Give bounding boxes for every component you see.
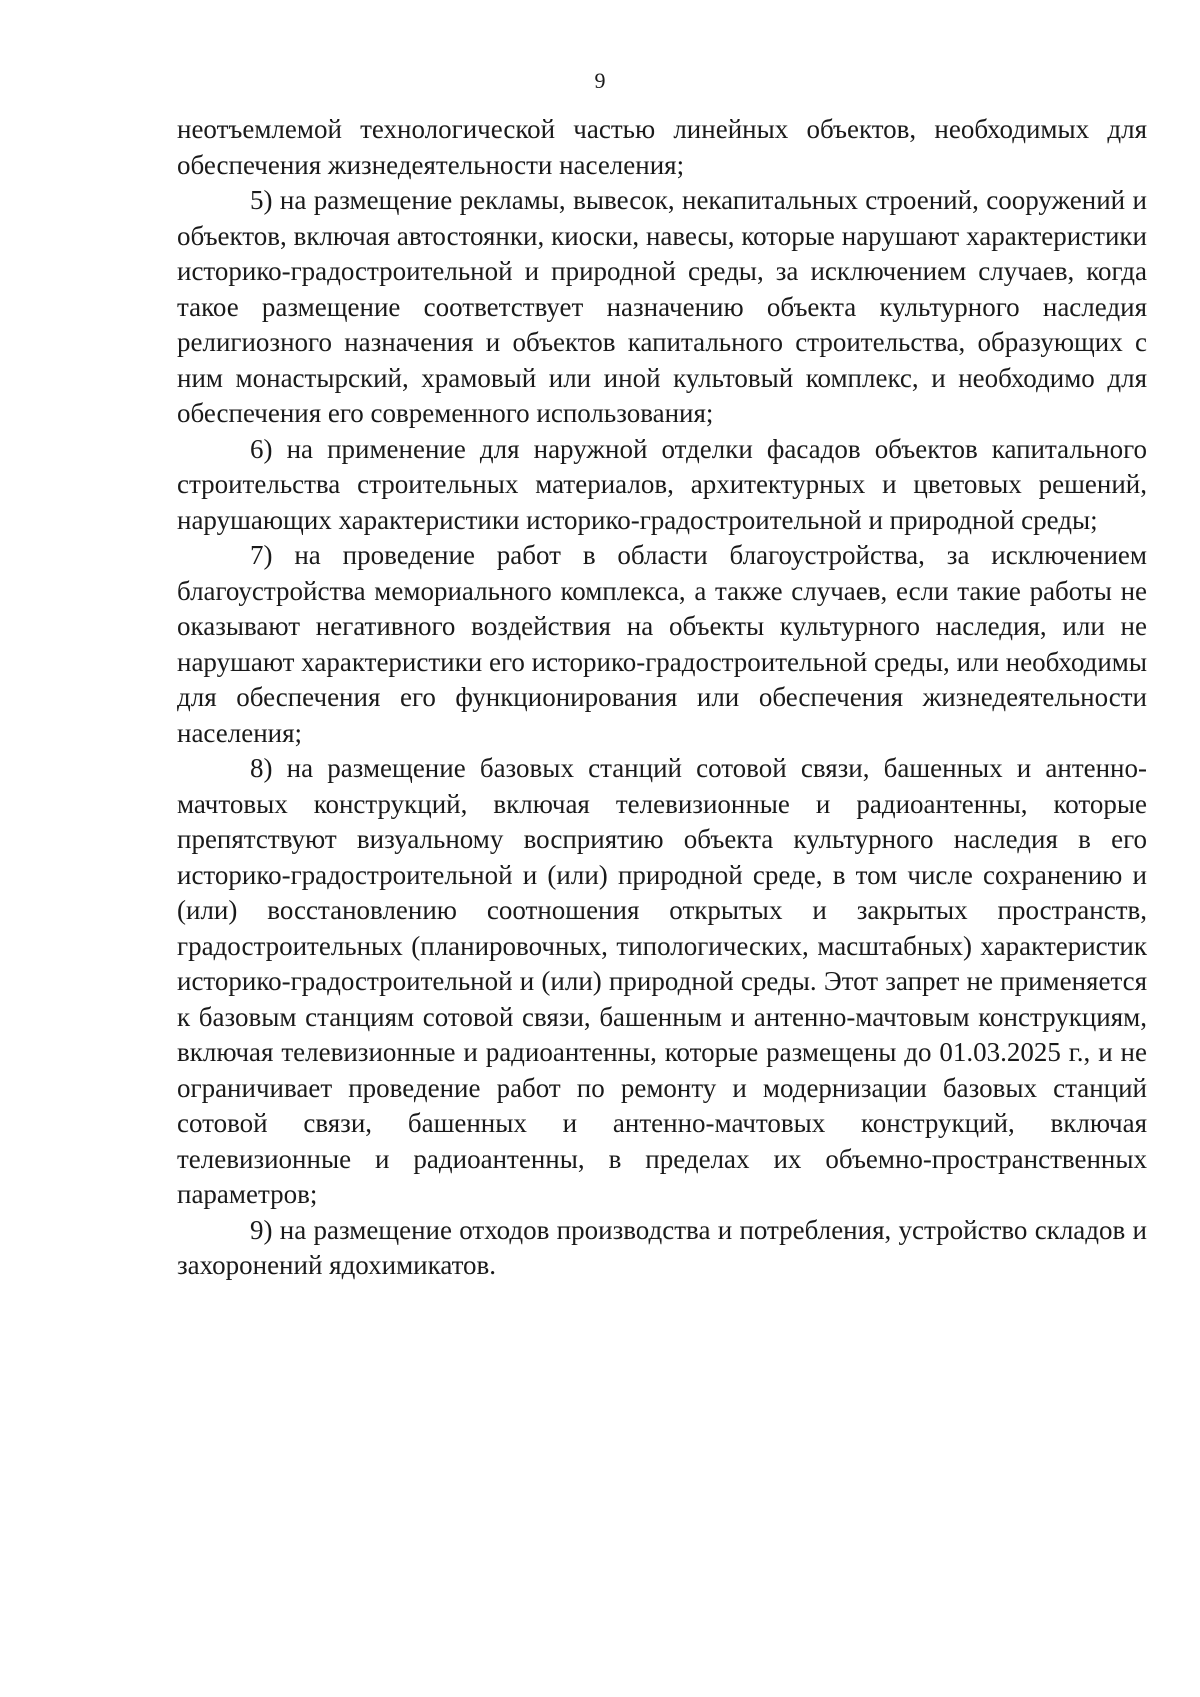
paragraph-item-7: 7) на проведение работ в области благоустройства, за исключением благоустройства мемориального комплекса, а также случаев, если такие работы не оказывают негативного воздействия на объекты культурного наследия, или не нарушают характеристики его историко-градостроительной среды, или необходимы для обеспечения его функционирования или обеспечения жизнедеятельности населения; xyxy=(177,540,1147,748)
paragraph-item-8: 8) на размещение базовых станций сотовой связи, башенных и антенно-мачтовых конструкций, включая телевизионные и радиоантенны, которые препятствуют визуальному восприятию объекта культурного наследия в его историко-градостроительной и (или) природной среде, в том числе сохранению и (или) восстановлению соотношения открытых и закрытых пространств, градостроительных (планировочных, типологических, масштабных) характеристик историко-градостроительной и (или) природной среды. Этот запрет не применяется к базовым станциям сотовой связи, башенным и антенно-мачтовым конструкциям, включая телевизионные и радиоантенны, которые размещены до 01.03.2025 г., и не ограничивает проведение работ по ремонту и модернизации базовых станций сотовой связи, башенных и антенно-мачтовых конструкций, включая телевизионные и радиоантенны, в пределах их объемно-пространственных параметров; xyxy=(177,753,1147,1209)
document-body xyxy=(177,112,1147,1284)
paragraph-item-5: 5) на размещение рекламы, вывесок, некапитальных строений, сооружений и объектов, включая автостоянки, киоски, навесы, которые нарушают характеристики историко-градостроительной и природной среды, за исключением случаев, когда такое размещение соответствует назначению объекта культурного наследия религиозного назначения и объектов капитального строительства, образующих с ним монастырский, храмовый или иной культовый комплекс, и необходимо для обеспечения его современного использования; xyxy=(177,185,1147,428)
paragraph-continuation: неотъемлемой технологической частью линейных объектов, необходимых для обеспечения жизнедеятельности населения; xyxy=(177,114,1147,180)
paragraph-item-6: 6) на применение для наружной отделки фасадов объектов капитального строительства строительных материалов, архитектурных и цветовых решений, нарушающих характеристики историко-градостроительной и природной среды; xyxy=(177,433,1147,535)
page-number: 9 xyxy=(594,68,606,93)
paragraph-item-9: 9) на размещение отходов производства и потребления, устройство складов и захоронений ядохимикатов. xyxy=(177,1214,1147,1280)
